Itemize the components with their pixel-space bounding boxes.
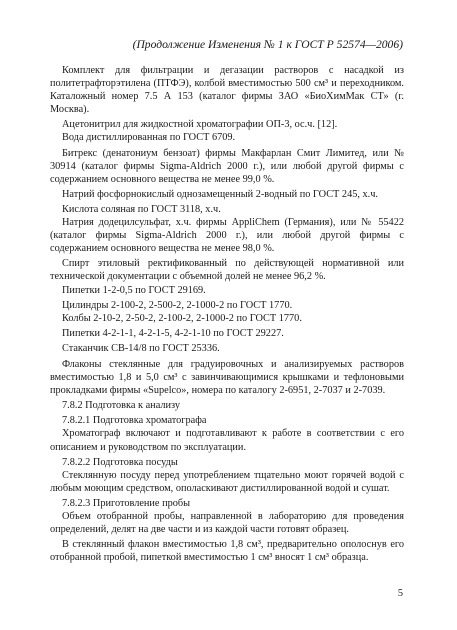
paragraph-hydrochloric-acid: Кислота соляная по ГОСТ 3118, х.ч. bbox=[62, 203, 221, 215]
paragraph-weighing-cup: Стаканчик СВ-14/8 по ГОСТ 25336. bbox=[62, 342, 220, 354]
paragraph-filtration-kit: Комплект для фильтрации и дегазации растворов с насадкой из политетрафторэтилена (ПТФЭ), колбой вместимостью 500 см³ и переходником. Каталожный номер 7.5 А 153 (каталог фирмы ЗАО «БиоХимМак СТ» (г. Москва). bbox=[50, 65, 404, 116]
paragraph-distilled-water: Вода дистиллированная по ГОСТ 6709. bbox=[62, 132, 236, 144]
paragraph-pipettes-29169: Пипетки 1-2-0,5 по ГОСТ 29169. bbox=[62, 284, 206, 296]
paragraph-flasks: Колбы 2-10-2, 2-50-2, 2-100-2, 2-1000-2 по ГОСТ 1770. bbox=[62, 312, 302, 324]
document-body bbox=[50, 64, 404, 564]
paragraph-sample-vial: В стеклянный флакон вместимостью 1,8 см³, предварительно ополоснув его отобранной пробой, пипеткой вместимостью 1 см³ вносят 1 см³ образца. bbox=[50, 539, 404, 564]
paragraph-ethanol: Спирт этиловый ректификованный по действующей нормативной или технической документации с объемной долей не менее 96,2 %. bbox=[50, 258, 404, 283]
paragraph-pipettes-29227: Пипетки 4-2-1-1, 4-2-1-5, 4-2-1-10 по ГОСТ 29227. bbox=[62, 327, 284, 339]
section-heading-7-8-2-2: 7.8.2.2 Подготовка посуды bbox=[62, 456, 178, 468]
paragraph-sodium-phosphate: Натрий фосфорнокислый однозамещенный 2-водный по ГОСТ 245, х.ч. bbox=[62, 188, 378, 200]
paragraph-chromatograph-setup: Хроматограф включают и подготавливают к работе в соответствии с его описанием и руководством по эксплуатации. bbox=[50, 428, 404, 453]
paragraph-bitrex: Битрекс (денатониум бензоат) фирмы Макфарлан Смит Лимитед, или № 30914 (каталог фирмы Sigma-Aldrich 2000 г.), или любой другой фирмы с содержанием основного вещества не менее 99,0 %. bbox=[50, 147, 404, 185]
paragraph-glassware-cleaning: Стеклянную посуду перед употреблением тщательно моют горячей водой с любым моющим средством, ополаскивают дистиллированной водой и сушат. bbox=[50, 469, 404, 494]
paragraph-sample-division: Объем отобранной пробы, направленной в лабораторию для проведения определений, делят на две части и из каждой части готовят образец. bbox=[50, 511, 404, 536]
section-heading-7-8-2: 7.8.2 Подготовка к анализу bbox=[62, 400, 181, 412]
paragraph-sodium-dodecylsulfate: Натрия додецилсульфат, х.ч. фирмы AppliChem (Германия), или № 55422 (каталог фирмы Sigma-Aldrich 2000 г.), или любой другой фирмы с содержанием основного вещества не менее 98,0 %. bbox=[50, 217, 404, 255]
section-heading-7-8-2-1: 7.8.2.1 Подготовка хроматографа bbox=[62, 415, 207, 427]
paragraph-cylinders: Цилиндры 2-100-2, 2-500-2, 2-1000-2 по ГОСТ 1770. bbox=[62, 299, 293, 311]
paragraph-vials: Флаконы стеклянные для градуировочных и анализируемых растворов вместимостью 1,8 и 5,0 см³ с завинчивающимися крышками и тефлоновыми прокладками фирмы «Supelco», номера по каталогу 2-6951, 2-7037 и 2-7039. bbox=[50, 358, 404, 397]
paragraph-acetonitrile: Ацетонитрил для жидкостной хроматографии ОП-3, ос.ч. [12]. bbox=[62, 119, 338, 131]
section-heading-7-8-2-3: 7.8.2.3 Приготовление пробы bbox=[62, 497, 191, 509]
continuation-header: (Продолжение Изменения № 1 к ГОСТ Р 52574—2006) bbox=[132, 38, 403, 51]
page-number: 5 bbox=[397, 588, 403, 599]
